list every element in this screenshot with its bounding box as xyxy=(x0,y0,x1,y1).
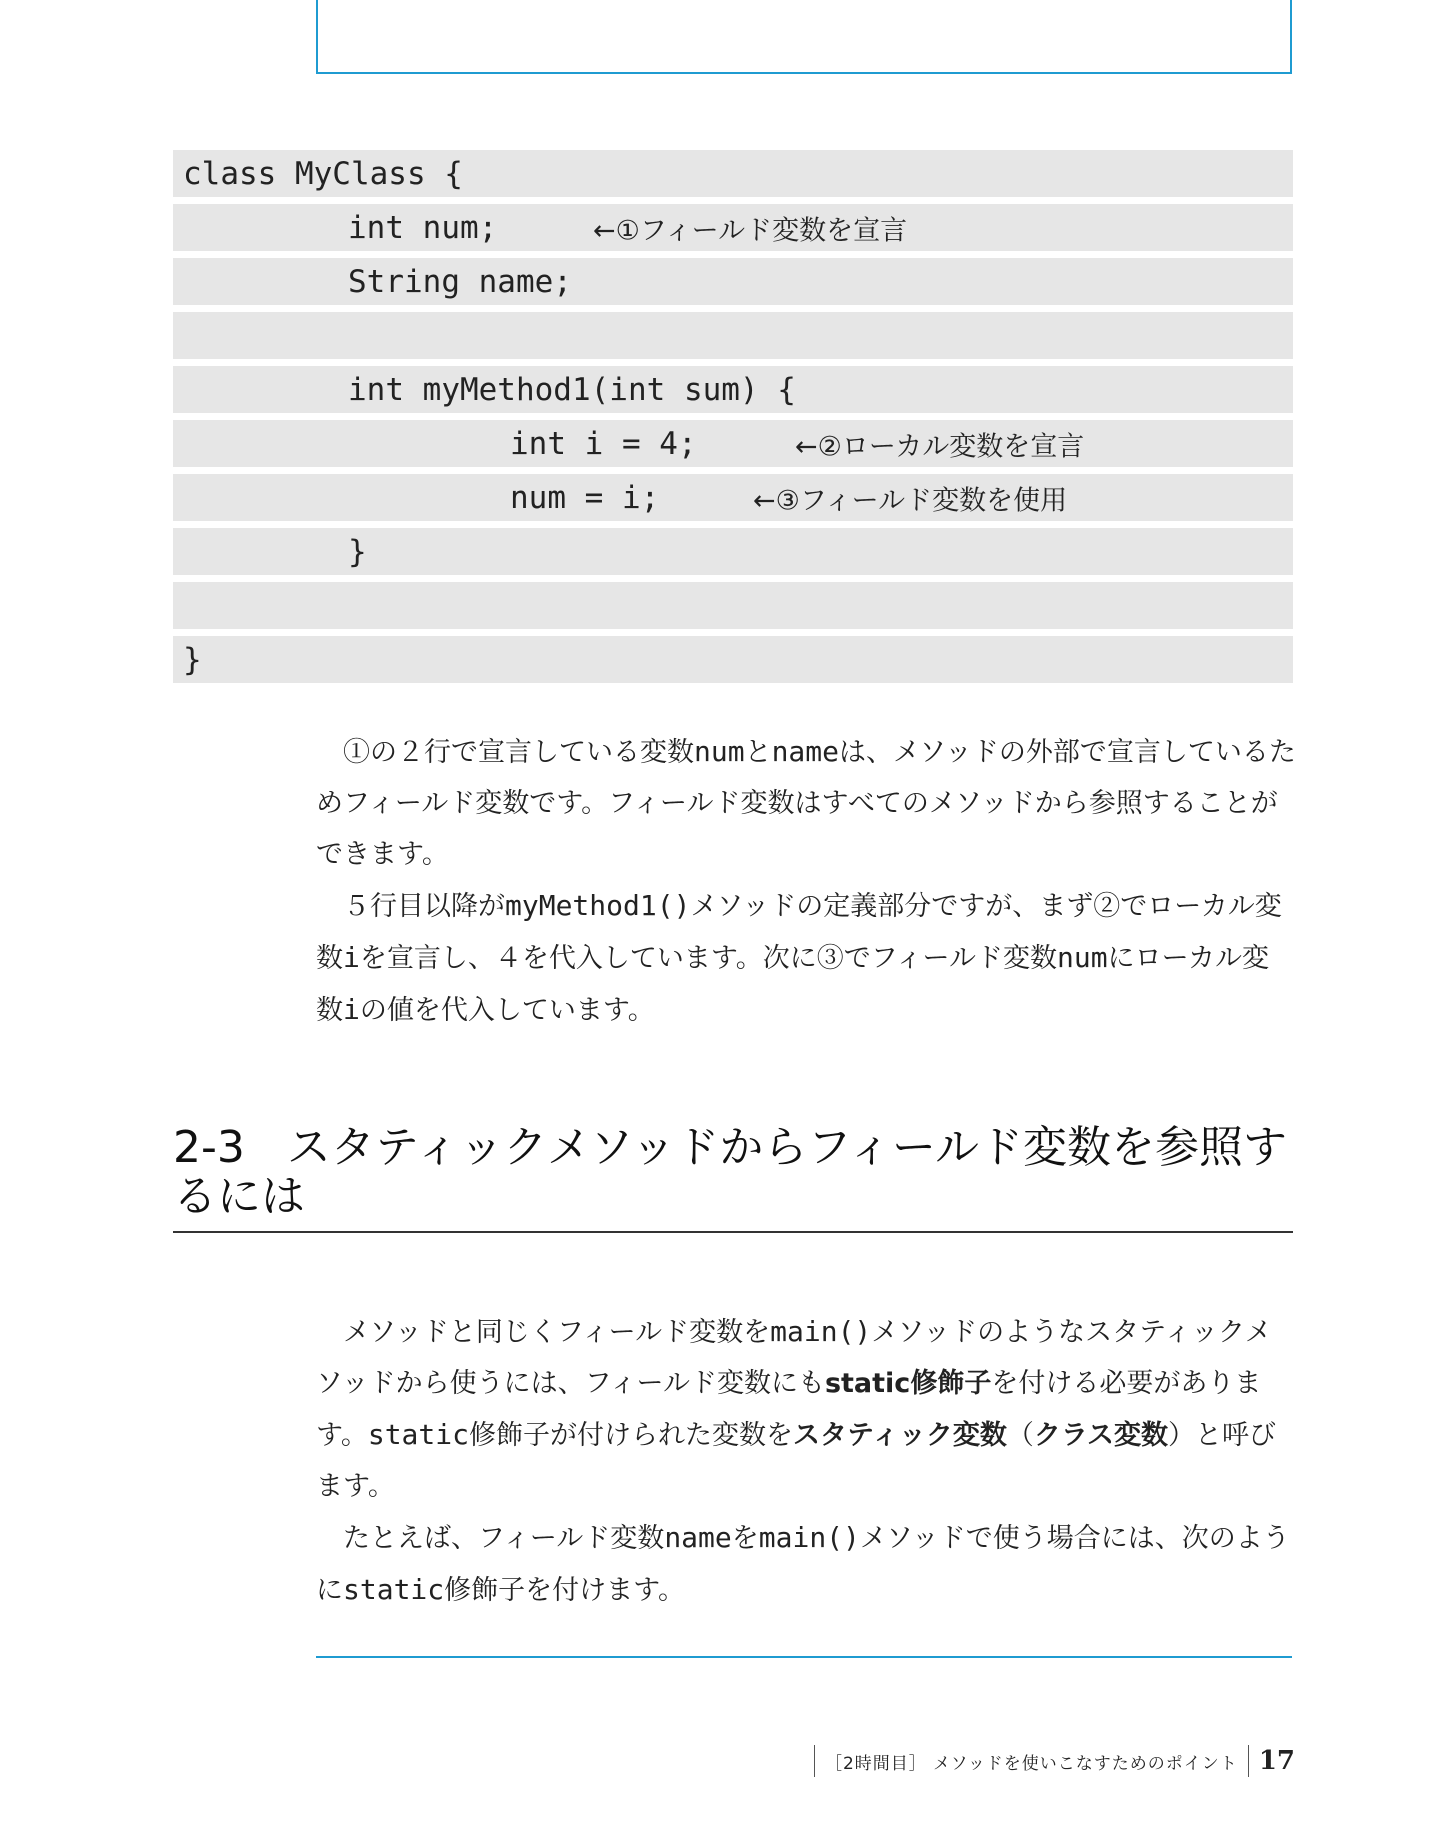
inline-code: i xyxy=(343,941,360,974)
text-run: メソッドと同じくフィールド変数を xyxy=(343,1317,771,1348)
text-run: メソッドで使う場合には、次のように xyxy=(316,1523,1290,1606)
paragraph xyxy=(316,880,1296,1036)
inline-code: main() xyxy=(758,1521,860,1554)
code-text: String name; xyxy=(348,263,572,300)
text-run: ①の２行で宣言している変数 xyxy=(343,737,694,768)
section-title: スタティックメソッドからフィールド変数を参照するには xyxy=(173,1122,1287,1222)
code-comment: ←②ローカル変数を宣言 xyxy=(795,431,1085,462)
top-frame-box xyxy=(316,0,1292,74)
text-run: ５行目以降が xyxy=(343,891,505,922)
code-text: int i = 4; xyxy=(510,425,697,462)
text-run: の値を代入しています。 xyxy=(359,995,655,1026)
text-run: を付ける必要があります。 xyxy=(316,1368,1262,1451)
code-text: int myMethod1(int sum) { xyxy=(348,371,796,408)
section-number: 2-3 xyxy=(173,1122,245,1173)
inline-code: num xyxy=(1057,941,1108,974)
page-number: 17 xyxy=(1258,1746,1295,1776)
inline-code: static xyxy=(367,1418,469,1451)
code-line xyxy=(173,150,1293,197)
text-run: ）と呼びます。 xyxy=(316,1420,1277,1502)
code-line xyxy=(173,204,1293,251)
code-comment: ←①フィールド変数を宣言 xyxy=(593,215,908,246)
inline-code: static xyxy=(343,1573,445,1606)
bold-term: スタティック変数 xyxy=(793,1420,1007,1451)
code-line xyxy=(173,636,1293,683)
code-line xyxy=(173,258,1293,305)
paragraph xyxy=(316,1306,1296,1512)
text-run: を xyxy=(731,1523,759,1554)
bold-term: クラス変数 xyxy=(1033,1420,1169,1451)
code-line xyxy=(173,312,1293,359)
footer-divider xyxy=(814,1745,815,1777)
code-block xyxy=(173,150,1293,690)
page-footer xyxy=(804,1745,1295,1777)
code-text: num = i; xyxy=(510,479,660,516)
explanation-text-1 xyxy=(316,726,1296,1036)
code-line xyxy=(173,420,1293,467)
bottom-divider xyxy=(316,1656,1292,1658)
inline-code: main() xyxy=(770,1315,872,1348)
explanation-text-2 xyxy=(316,1306,1296,1616)
section-heading xyxy=(173,1123,1293,1233)
text-run: 修飾子が付けられた変数を xyxy=(469,1420,793,1451)
code-text: int num; xyxy=(348,209,498,246)
code-line xyxy=(173,366,1293,413)
bold-term: static修飾子 xyxy=(824,1368,992,1399)
chapter-title: ［2時間目］ メソッドを使いこなすためのポイント xyxy=(824,1753,1238,1774)
text-run: たとえば、フィールド変数 xyxy=(343,1523,665,1554)
text-run: は、メソッドの外部で宣言しているためフィールド変数です。フィールド変数はすべてのメソッドから参照することができます。 xyxy=(316,737,1296,870)
inline-code: num xyxy=(694,735,745,768)
inline-code: name xyxy=(771,735,840,768)
inline-code: myMethod1() xyxy=(505,889,691,922)
paragraph xyxy=(316,726,1296,880)
code-line xyxy=(173,474,1293,521)
code-text: class MyClass { xyxy=(183,155,463,192)
code-line xyxy=(173,582,1293,629)
code-text: } xyxy=(183,641,202,678)
inline-code: name xyxy=(664,1521,732,1554)
text-run: メソッドの定義部分ですが、まず②でローカル変数 xyxy=(316,891,1282,974)
code-line xyxy=(173,528,1293,575)
code-comment: ←③フィールド変数を使用 xyxy=(753,485,1068,516)
text-run: と xyxy=(744,737,772,768)
text-run: メソッドのようなスタティックメソッドから使うには、フィールド変数にも xyxy=(316,1317,1272,1399)
code-text: } xyxy=(348,533,367,570)
text-run: を宣言し、４を代入しています。次に③でフィールド変数 xyxy=(359,943,1057,974)
paragraph xyxy=(316,1512,1296,1616)
text-run: （ xyxy=(1006,1420,1034,1451)
footer-divider xyxy=(1248,1745,1249,1777)
text-run: 修飾子を付けます。 xyxy=(444,1575,685,1606)
inline-code: i xyxy=(343,993,360,1026)
text-run: にローカル変数 xyxy=(316,943,1270,1026)
